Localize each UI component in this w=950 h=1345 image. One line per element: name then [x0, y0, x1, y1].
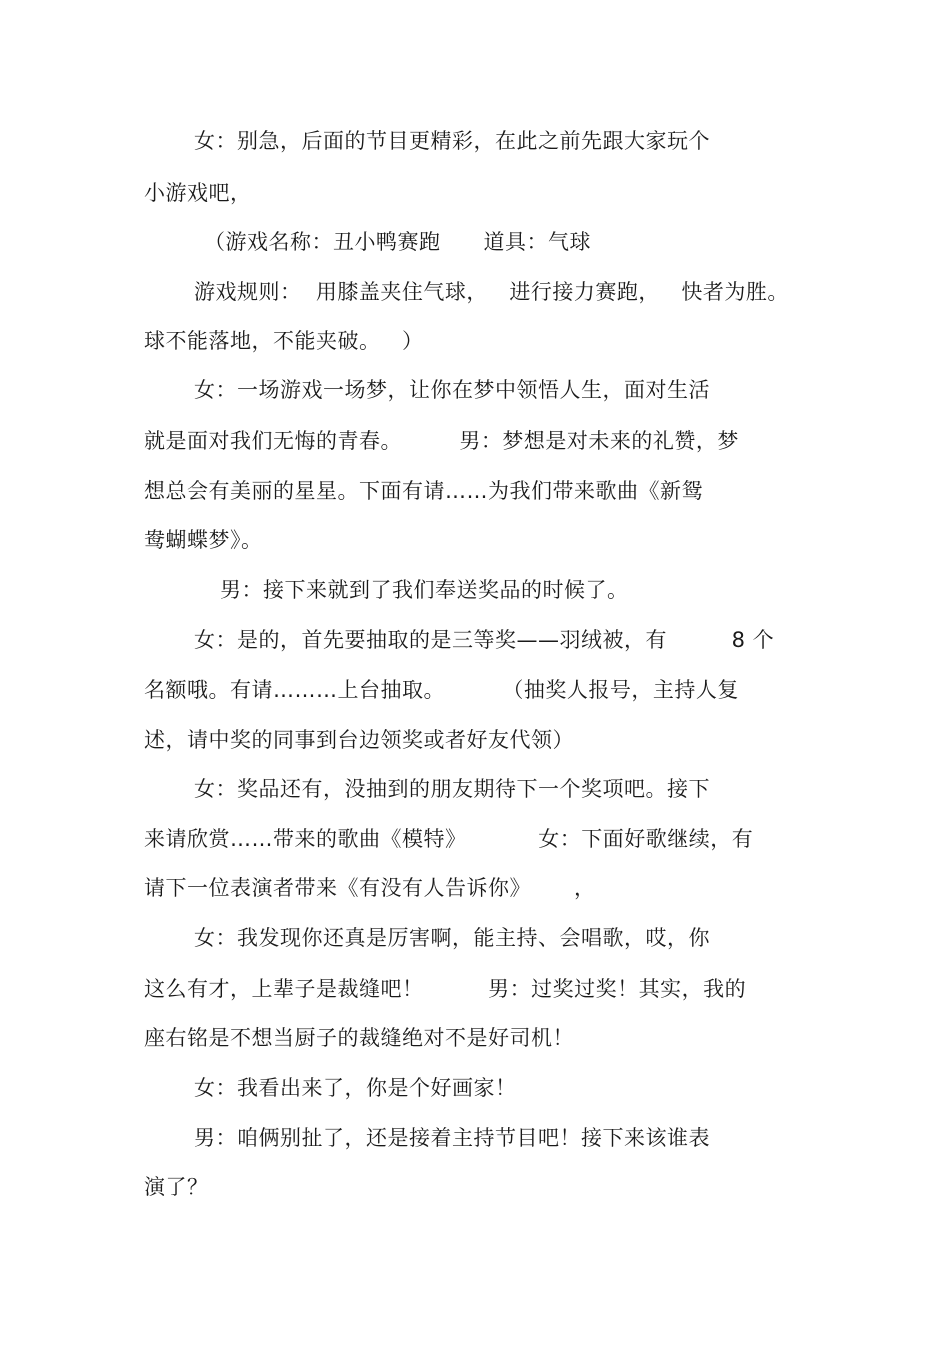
text-line: 来请欣赏……带来的歌曲《模特》 女：下面好歌继续，有: [144, 827, 754, 851]
text-line: 座右铭是不想当厨子的裁缝绝对不是好司机！: [144, 1026, 574, 1050]
text-line: 女：是的，首先要抽取的是三等奖——羽绒被，有 8 个: [194, 628, 775, 652]
text-line: （游戏名称：丑小鸭赛跑 道具：气球: [204, 230, 591, 254]
text-line: 女：我看出来了，你是个好画家！: [194, 1076, 517, 1100]
text-line: 鸯蝴蝶梦》。: [144, 528, 263, 552]
text-line: 名额哦。有请………上台抽取。 （抽奖人报号，主持人复: [144, 678, 739, 702]
text-line: 球不能落地，不能夹破。 ）: [144, 329, 424, 353]
text-line: 演了？: [144, 1175, 209, 1199]
text-line: 这么有才，上辈子是裁缝吧！ 男：过奖过奖！其实，我的: [144, 977, 747, 1001]
text-line: 小游戏吧，: [144, 181, 252, 205]
text-line: 就是面对我们无悔的青春。 男：梦想是对未来的礼赞，梦: [144, 429, 739, 453]
text-line: 男：接下来就到了我们奉送奖品的时候了。: [220, 578, 629, 602]
text-line: 女：别急，后面的节目更精彩，在此之前先跟大家玩个: [194, 129, 710, 153]
text-line: 述，请中奖的同事到台边领奖或者好友代领）: [144, 728, 574, 752]
text-line: 男：咱俩别扯了，还是接着主持节目吧！接下来该谁表: [194, 1126, 710, 1150]
text-line: 女：一场游戏一场梦，让你在梦中领悟人生，面对生活: [194, 378, 710, 402]
text-line: 请下一位表演者带来《有没有人告诉你》 ，: [144, 876, 596, 900]
text-line: 游戏规则： 用膝盖夹住气球， 进行接力赛跑， 快者为胜。: [194, 280, 789, 304]
text-line: 女：我发现你还真是厉害啊，能主持、会唱歌，哎，你: [194, 926, 710, 950]
text-line: 想总会有美丽的星星。下面有请……为我们带来歌曲《新鸳: [144, 479, 703, 503]
text-line: 女：奖品还有，没抽到的朋友期待下一个奖项吧。接下: [194, 777, 710, 801]
